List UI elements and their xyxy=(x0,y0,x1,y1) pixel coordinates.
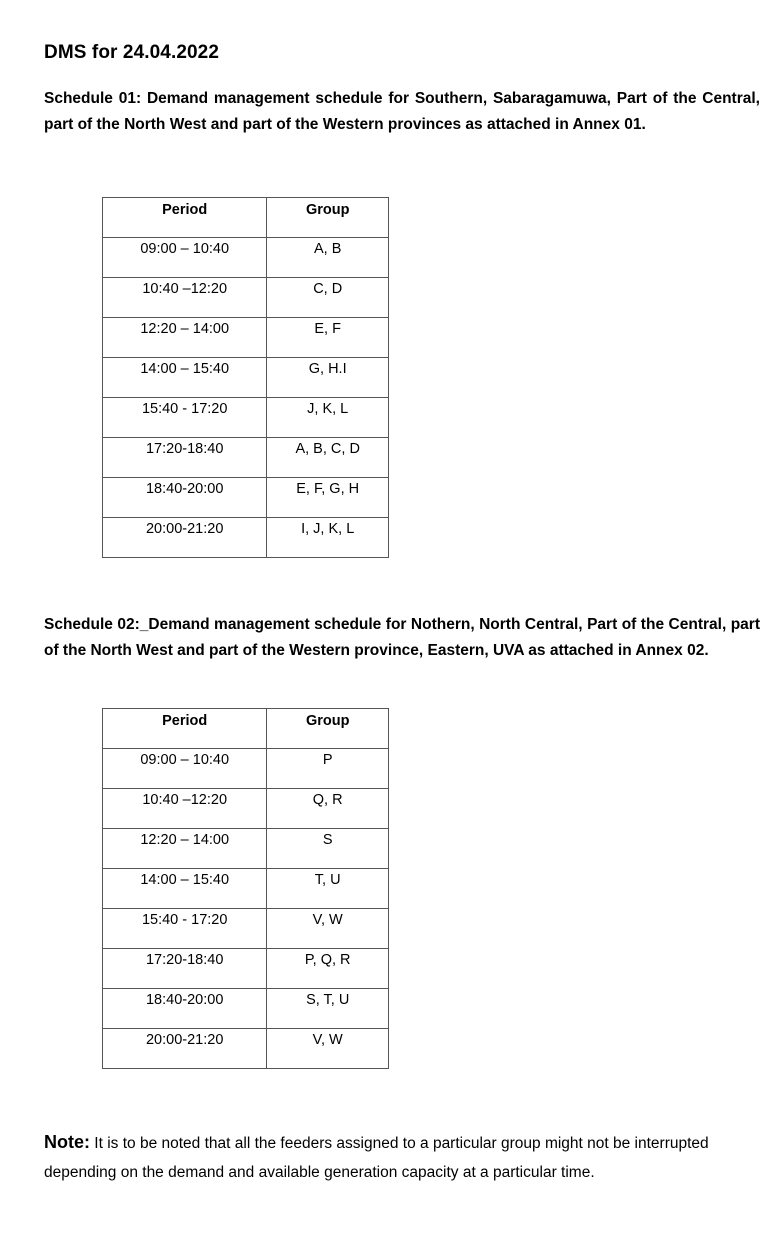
group-cell: A, B, C, D xyxy=(267,438,389,478)
table-row xyxy=(103,1029,389,1069)
period-cell: 09:00 – 10:40 xyxy=(103,238,267,278)
period-cell: 20:00-21:20 xyxy=(103,518,267,558)
group-cell: E, F xyxy=(267,318,389,358)
table-row xyxy=(103,949,389,989)
period-cell: 20:00-21:20 xyxy=(103,1029,267,1069)
period-cell: 15:40 - 17:20 xyxy=(103,398,267,438)
document-title: DMS for 24.04.2022 xyxy=(44,42,219,63)
table-row xyxy=(103,238,389,278)
table-row xyxy=(103,869,389,909)
group-cell: E, F, G, H xyxy=(267,478,389,518)
group-cell: G, H.I xyxy=(267,358,389,398)
group-cell: Q, R xyxy=(267,789,389,829)
table-row xyxy=(103,478,389,518)
period-cell: 09:00 – 10:40 xyxy=(103,749,267,789)
table-row xyxy=(103,789,389,829)
group-cell: P, Q, R xyxy=(267,949,389,989)
group-cell: P xyxy=(267,749,389,789)
period-cell: 17:20-18:40 xyxy=(103,438,267,478)
schedule-01-heading: Schedule 01: Demand management schedule for Southern, Sabaragamuwa, Part of the Central, part of the North West and part of the Western provinces as attached in Annex 01. xyxy=(44,90,760,133)
table-header-row xyxy=(103,198,389,238)
period-cell: 12:20 – 14:00 xyxy=(103,318,267,358)
table-row xyxy=(103,278,389,318)
period-cell: 12:20 – 14:00 xyxy=(103,829,267,869)
group-cell: J, K, L xyxy=(267,398,389,438)
table-row xyxy=(103,358,389,398)
group-cell: T, U xyxy=(267,869,389,909)
period-cell: 18:40-20:00 xyxy=(103,478,267,518)
group-cell: I, J, K, L xyxy=(267,518,389,558)
group-cell: V, W xyxy=(267,909,389,949)
schedule-01-table xyxy=(102,197,389,558)
note-paragraph xyxy=(44,1128,744,1187)
period-cell: 14:00 – 15:40 xyxy=(103,358,267,398)
period-cell: 10:40 –12:20 xyxy=(103,789,267,829)
schedule-02-heading: Schedule 02:_Demand management schedule for Nothern, North Central, Part of the Central, part of the North West and part of the Western province, Eastern, UVA as attached in Annex 02. xyxy=(44,616,760,659)
period-column-header: Period xyxy=(103,709,267,749)
group-column-header: Group xyxy=(267,709,389,749)
period-cell: 10:40 –12:20 xyxy=(103,278,267,318)
period-cell: 18:40-20:00 xyxy=(103,989,267,1029)
table-row xyxy=(103,749,389,789)
group-cell: S xyxy=(267,829,389,869)
schedule-02-table xyxy=(102,708,389,1069)
group-cell: C, D xyxy=(267,278,389,318)
table-row xyxy=(103,909,389,949)
group-cell: V, W xyxy=(267,1029,389,1069)
table-row xyxy=(103,518,389,558)
note-text: It is to be noted that all the feeders assigned to a particular group might not be interrupted depending on the demand and available generation capacity at a particular time. xyxy=(44,1135,709,1181)
table-row xyxy=(103,989,389,1029)
note-label: Note: xyxy=(44,1132,90,1152)
period-column-header: Period xyxy=(103,198,267,238)
table-row xyxy=(103,438,389,478)
period-cell: 14:00 – 15:40 xyxy=(103,869,267,909)
group-cell: A, B xyxy=(267,238,389,278)
table-row xyxy=(103,398,389,438)
group-column-header: Group xyxy=(267,198,389,238)
period-cell: 15:40 - 17:20 xyxy=(103,909,267,949)
period-cell: 17:20-18:40 xyxy=(103,949,267,989)
table-header-row xyxy=(103,709,389,749)
table-row xyxy=(103,318,389,358)
table-row xyxy=(103,829,389,869)
group-cell: S, T, U xyxy=(267,989,389,1029)
